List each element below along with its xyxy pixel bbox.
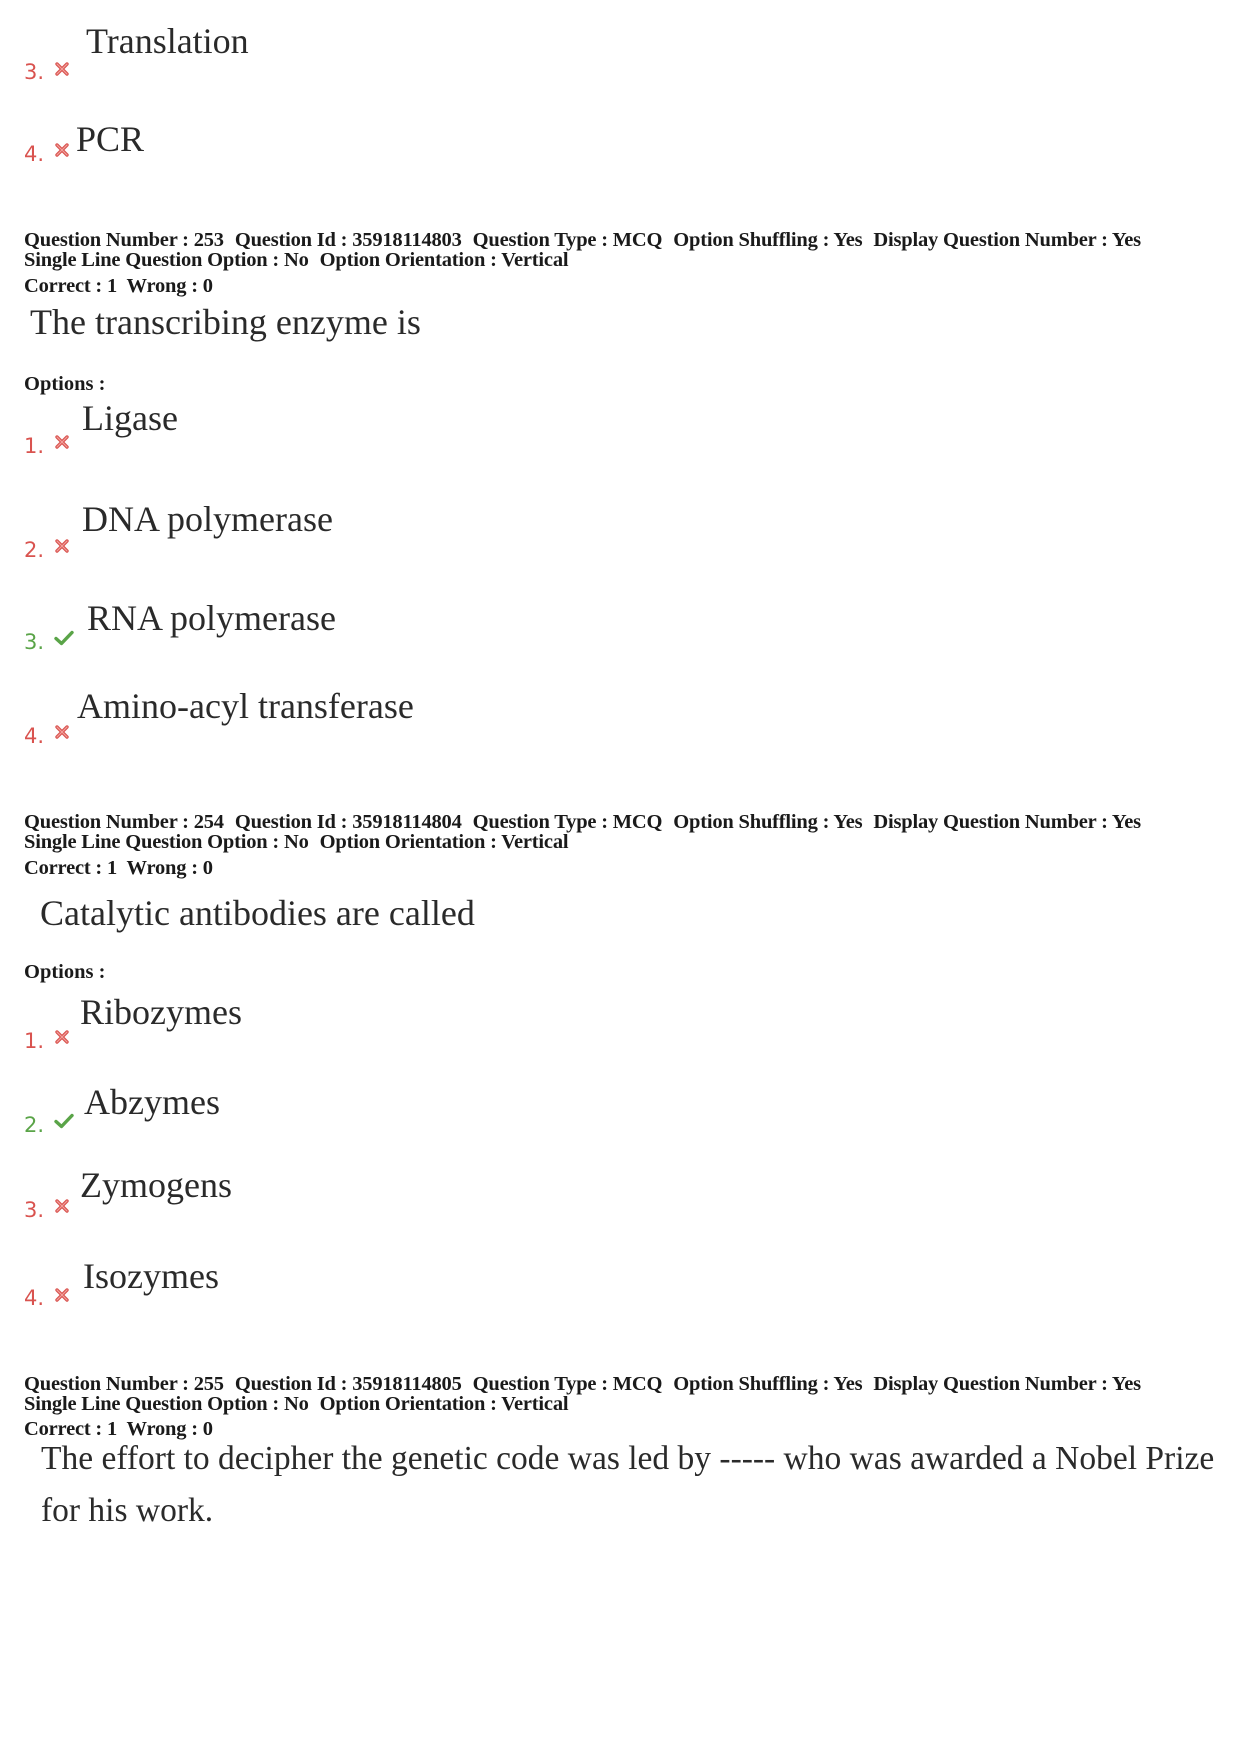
cross-icon (54, 1287, 70, 1303)
option-text: Isozymes (83, 1256, 219, 1296)
question-meta-line: Single Line Question Option : No Option Orientation : Vertical (24, 249, 569, 271)
option-text: Translation (86, 21, 249, 61)
question-meta-line: Single Line Question Option : No Option Orientation : Vertical (24, 831, 569, 853)
option-text: Zymogens (80, 1165, 232, 1205)
option-number: 1. (24, 434, 45, 458)
option-text: RNA polymerase (87, 598, 336, 638)
option-number: 1. (24, 1029, 45, 1053)
option-number: 2. (24, 538, 45, 562)
cross-icon (54, 61, 70, 77)
question-meta-line: Question Number : 253 Question Id : 35918114803 Question Type : MCQ Option Shuffling : Yes Display Question Number : Yes (24, 229, 1141, 251)
options-label: Options : (24, 373, 106, 395)
option-text: Ribozymes (80, 992, 242, 1032)
cross-icon (54, 1029, 70, 1045)
option-text: Ligase (82, 398, 178, 438)
cross-icon (54, 1198, 70, 1214)
check-icon (54, 1113, 74, 1129)
question-meta-line: Single Line Question Option : No Option Orientation : Vertical (24, 1393, 569, 1415)
question-text: The transcribing enzyme is (30, 302, 421, 342)
option-text: Abzymes (84, 1082, 220, 1122)
option-number: 3. (24, 60, 45, 84)
cross-icon (54, 538, 70, 554)
cross-icon (54, 142, 70, 158)
options-label: Options : (24, 961, 106, 983)
option-number: 4. (24, 1286, 45, 1310)
cross-icon (54, 724, 70, 740)
option-number: 4. (24, 724, 45, 748)
question-meta-line: Question Number : 255 Question Id : 35918114805 Question Type : MCQ Option Shuffling : Yes Display Question Number : Yes (24, 1373, 1141, 1395)
question-text: The effort to decipher the genetic code was led by ----- who was awarded a Nobel Prize (41, 1440, 1215, 1477)
question-marks: Correct : 1 Wrong : 0 (24, 275, 213, 297)
check-icon (54, 630, 74, 646)
option-text: DNA polymerase (82, 499, 333, 539)
option-number: 2. (24, 1113, 45, 1137)
question-text-continued: for his work. (41, 1492, 214, 1529)
option-number: 4. (24, 142, 45, 166)
option-number: 3. (24, 1198, 45, 1222)
question-text: Catalytic antibodies are called (40, 893, 475, 933)
question-meta-line: Question Number : 254 Question Id : 35918114804 Question Type : MCQ Option Shuffling : Yes Display Question Number : Yes (24, 811, 1141, 833)
cross-icon (54, 434, 70, 450)
question-marks: Correct : 1 Wrong : 0 (24, 1418, 213, 1440)
option-text: PCR (76, 119, 145, 159)
option-number: 3. (24, 630, 45, 654)
option-text: Amino-acyl transferase (77, 686, 414, 726)
question-marks: Correct : 1 Wrong : 0 (24, 857, 213, 879)
